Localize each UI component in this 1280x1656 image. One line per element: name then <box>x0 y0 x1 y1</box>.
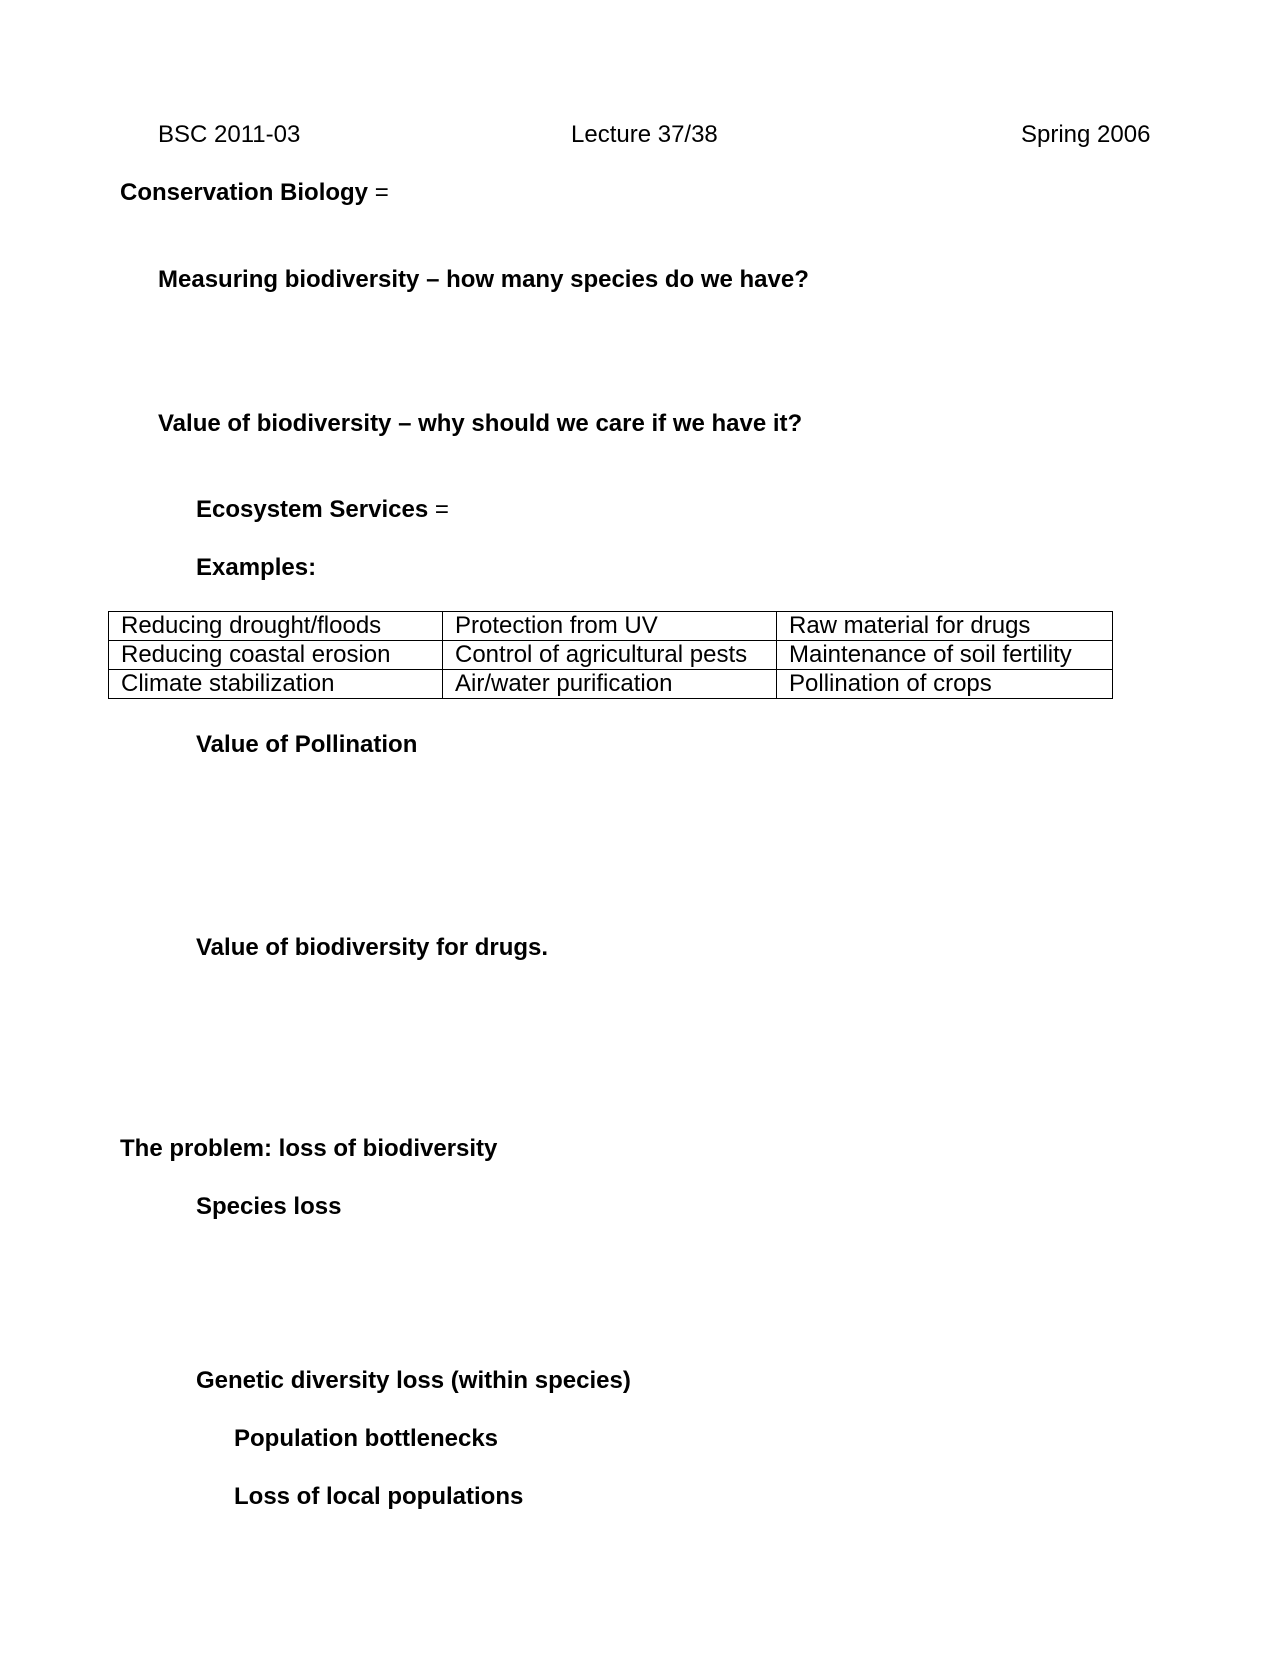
heading-loss-of-local-populations: Loss of local populations <box>234 1483 524 1510</box>
heading-value-of-pollination: Value of Pollination <box>196 731 418 758</box>
heading-examples: Examples: <box>196 554 317 581</box>
heading-loss-of-biodiversity: The problem: loss of biodiversity <box>120 1135 498 1162</box>
heading-species-loss: Species loss <box>196 1193 342 1220</box>
heading-value-of-biodiversity: Value of biodiversity – why should we care if we have it? <box>158 410 803 437</box>
heading-measuring-biodiversity: Measuring biodiversity – how many species do we have? <box>158 266 809 293</box>
ecosystem-services-table <box>108 611 1113 699</box>
lecture-number: Lecture 37/38 <box>571 121 718 148</box>
table-cell: Reducing coastal erosion <box>109 641 443 670</box>
heading-ecosystem-services <box>196 498 449 522</box>
heading-value-for-drugs: Value of biodiversity for drugs. <box>196 934 549 961</box>
heading-ecosystem-services-equals: = <box>428 496 449 523</box>
table-row <box>109 670 1113 699</box>
table-cell: Climate stabilization <box>109 670 443 699</box>
heading-conservation-biology-title: Conservation Biology <box>120 179 369 206</box>
table-cell: Protection from UV <box>443 612 777 641</box>
table-cell: Raw material for drugs <box>777 612 1113 641</box>
term: Spring 2006 <box>1021 121 1151 148</box>
table-cell: Reducing drought/floods <box>109 612 443 641</box>
heading-population-bottlenecks: Population bottlenecks <box>234 1425 499 1452</box>
course-code: BSC 2011-03 <box>158 121 301 148</box>
heading-genetic-diversity-loss: Genetic diversity loss (within species) <box>196 1367 631 1394</box>
table-cell: Pollination of crops <box>777 670 1113 699</box>
heading-conservation-biology-equals: = <box>368 179 389 206</box>
table-cell: Control of agricultural pests <box>443 641 777 670</box>
heading-ecosystem-services-title: Ecosystem Services <box>196 496 429 523</box>
heading-conservation-biology <box>120 181 389 205</box>
table-cell: Air/water purification <box>443 670 777 699</box>
table-cell: Maintenance of soil fertility <box>777 641 1113 670</box>
table-row <box>109 612 1113 641</box>
table-row <box>109 641 1113 670</box>
